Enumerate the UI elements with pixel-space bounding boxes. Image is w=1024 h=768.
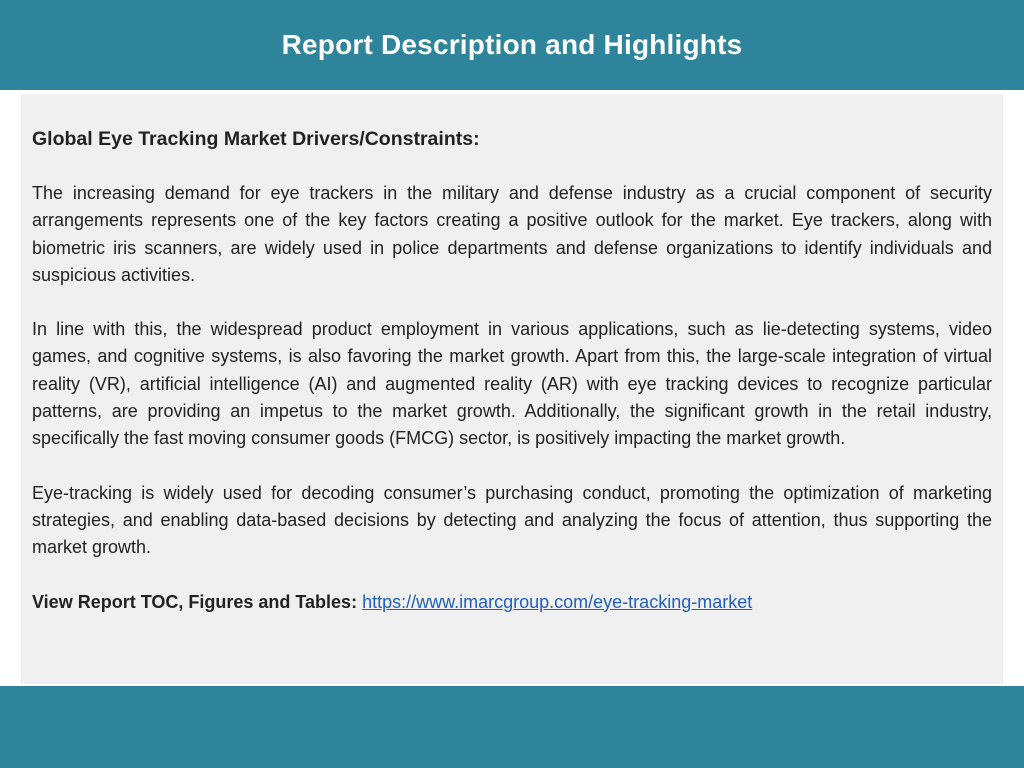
paragraph-demand: The increasing demand for eye trackers in the military and defense industry as a crucial component of security arrangements represents one of the key factors creating a positive outlook for the market. Eye trackers, along with biometric iris scanners, are widely used in police departments and defense organizations to identify individuals and suspicious activities. (32, 183, 992, 285)
section-heading: Global Eye Tracking Market Drivers/Constraints: (32, 128, 480, 150)
content-panel (21, 94, 1003, 684)
report-link[interactable]: https://www.imarcgroup.com/eye-tracking-market (362, 591, 753, 612)
page-title: Report Description and Highlights (281, 29, 743, 60)
toc-label: View Report TOC, Figures and Tables: (32, 591, 358, 612)
paragraph-consumer: Eye-tracking is widely used for decoding consumer’s purchasing conduct, promoting the optimization of marketing strategies, and enabling data-based decisions by detecting and analyzing the focus of attention, thus supporting the market growth. (32, 482, 992, 558)
footer-bar (0, 686, 1024, 768)
paragraph-applications: In line with this, the widespread product employment in various applications, such as lie-detecting systems, video games, and cognitive systems, is also favoring the market growth. Apart from this, the large-scale integration of virtual reality (VR), artificial intelligence (AI) and augmented reality (AR) with eye tracking devices to recognize particular patterns, are providing an impetus to the market growth. Additionally, the significant growth in the retail industry, specifically the fast moving consumer goods (FMCG) sector, is positively impacting the market growth. (32, 319, 992, 449)
toc-line (32, 589, 992, 616)
header-bar (0, 0, 1024, 90)
